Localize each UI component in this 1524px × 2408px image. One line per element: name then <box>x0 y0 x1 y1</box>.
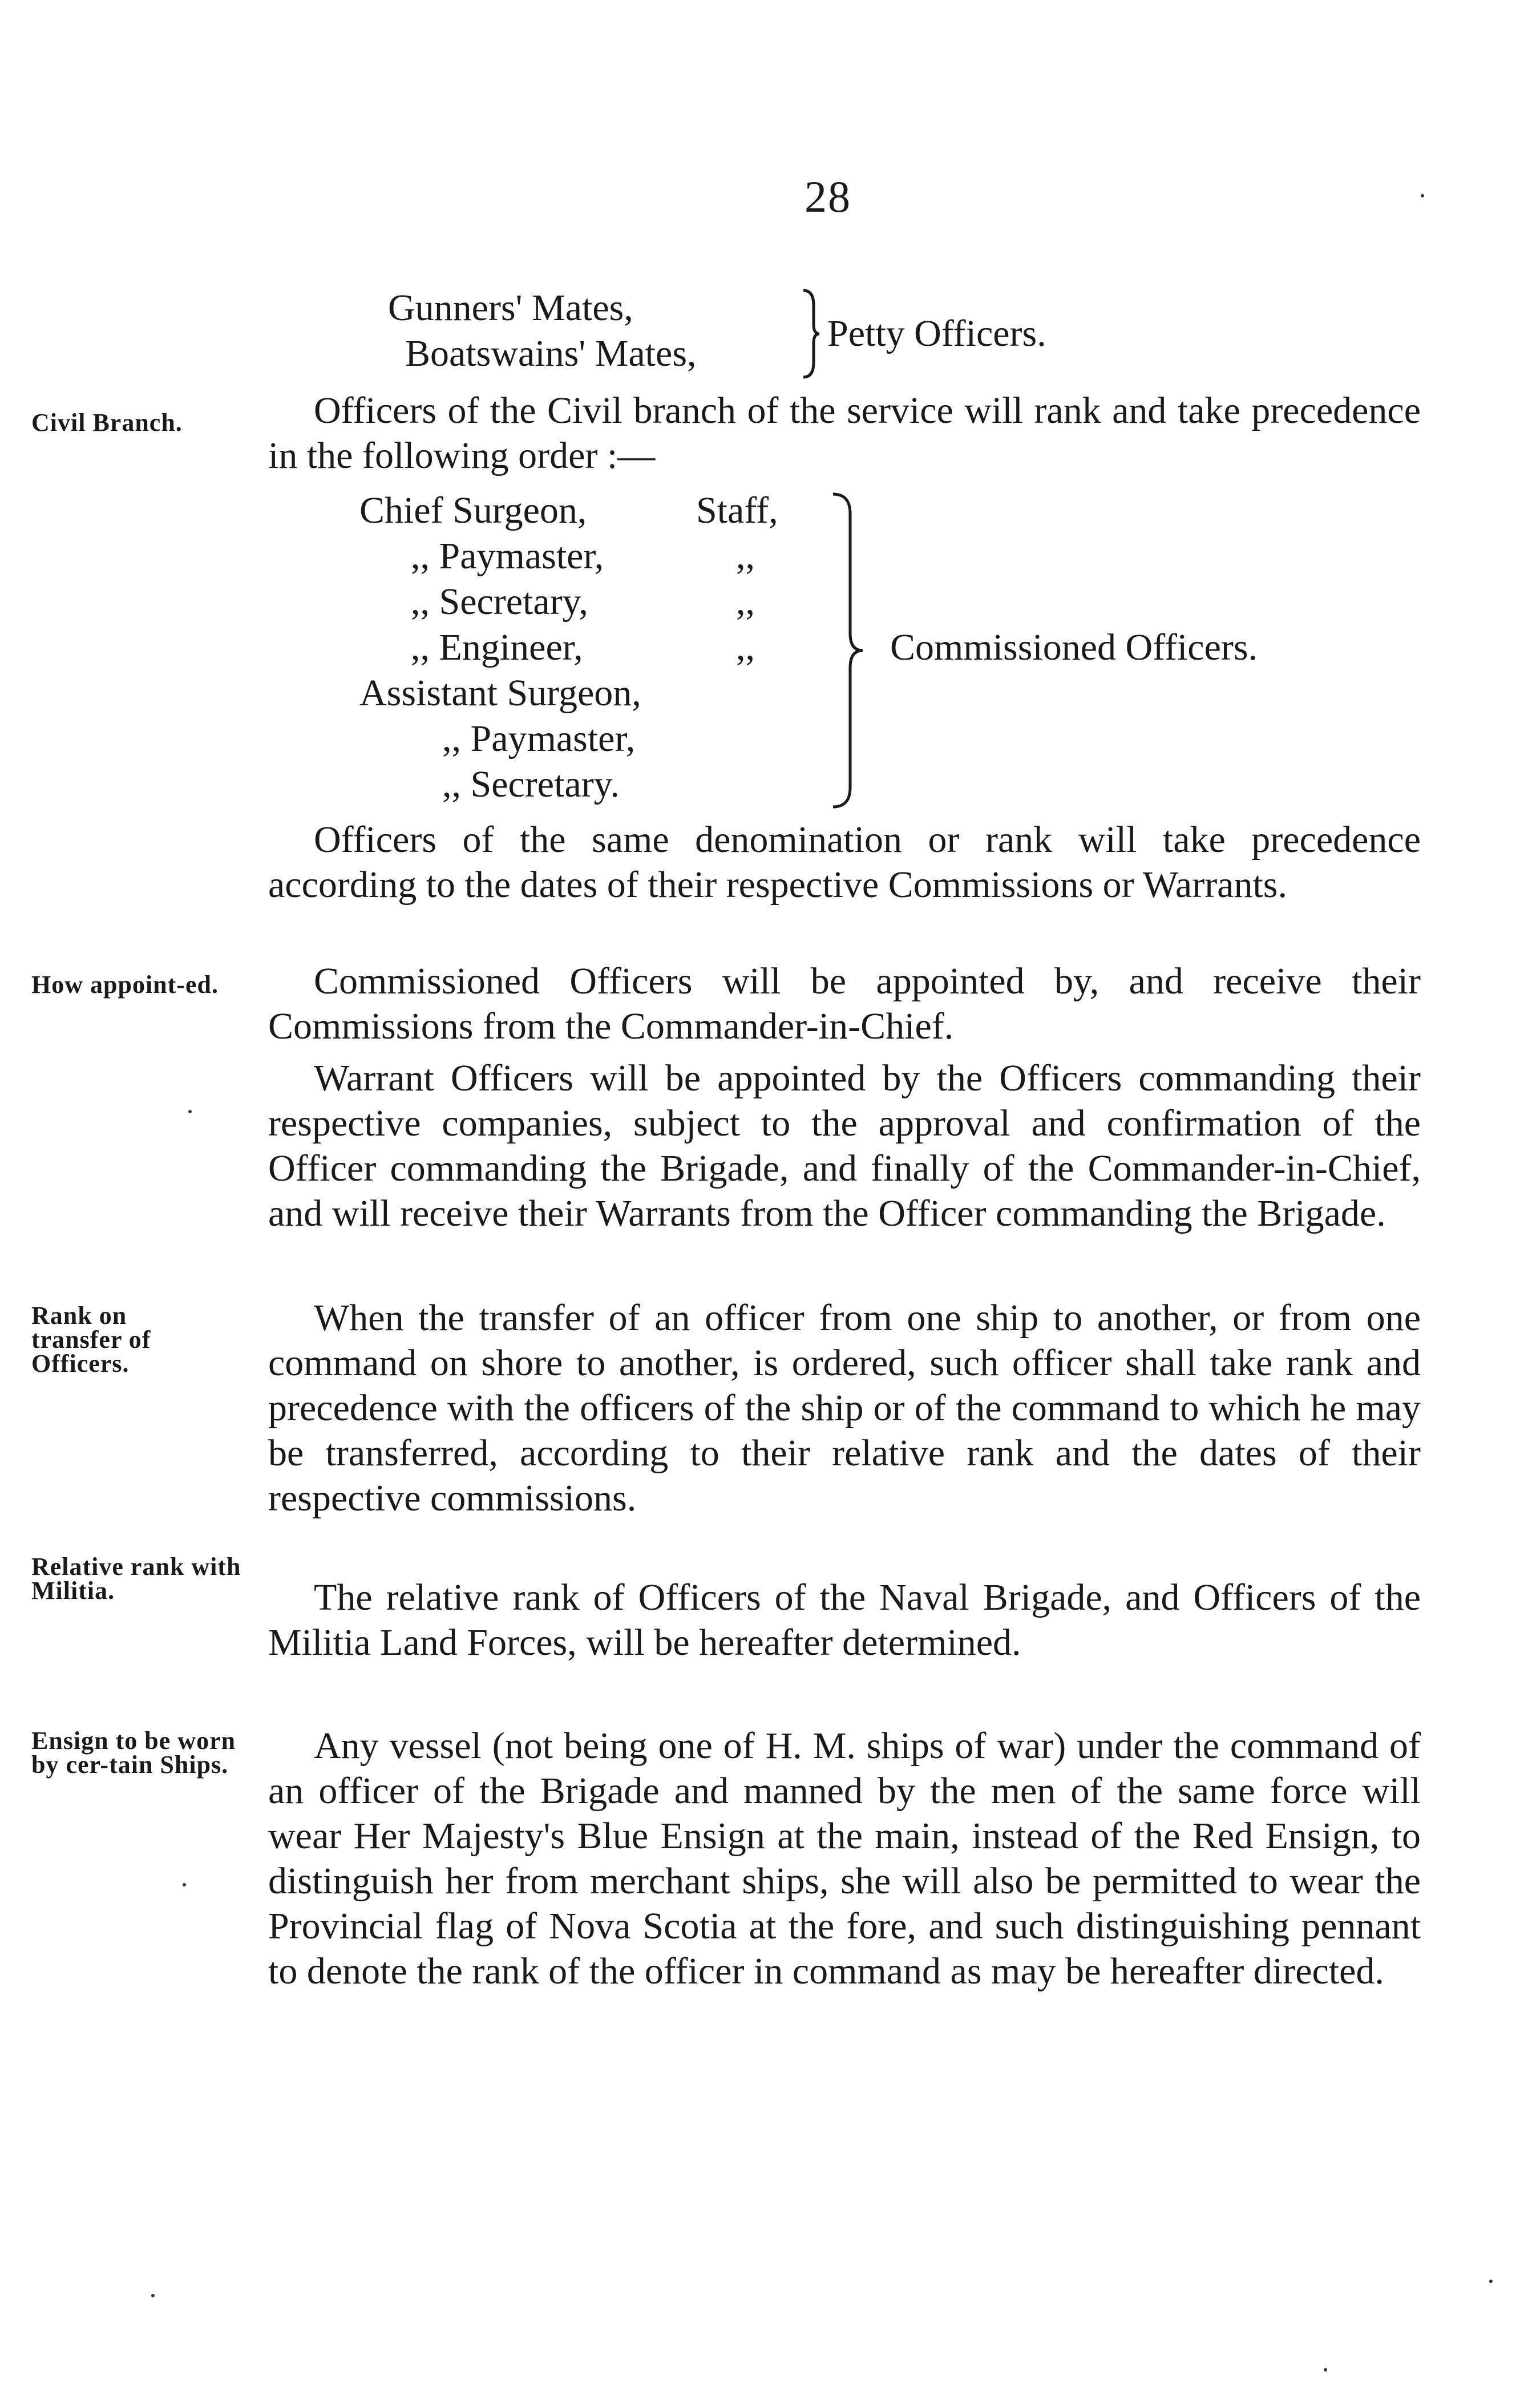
margin-note-relative-rank: Relative rank with Militia. <box>31 1553 241 1605</box>
civil-rank-3-title: ,, Secretary, <box>411 581 588 623</box>
same-denomination-text: Officers of the same denomination or rank will take precedence according to the dates of their respective Commissions or Warrants. <box>268 819 1421 906</box>
civil-rank-5-title: Assistant Surgeon, <box>359 672 641 714</box>
page-number: 28 <box>805 172 851 221</box>
transfer-block <box>268 1295 1421 1521</box>
print-speck <box>1421 194 1424 197</box>
civil-rank-6-title: ,, Paymaster, <box>442 718 636 759</box>
print-speck <box>1489 2280 1493 2283</box>
warrant-text: Warrant Officers will be appointed by the Officers commanding their respective companies, subject to the approval and confirmation of the Officer commanding the Brigade, and finally of the Commander-in-Chief, and will receive their Warrants from the Officer commanding the Brigade. <box>268 1057 1421 1234</box>
civil-branch-intro <box>268 388 1421 478</box>
civil-rank-3-suffix: ,, <box>736 581 755 623</box>
relative-rank-text: The relative rank of Officers of the Naval Brigade, and Officers of the Militia Land Forces, will be hereafter determined. <box>268 1577 1421 1663</box>
commissioned-block <box>268 959 1421 1049</box>
print-speck <box>188 1110 192 1113</box>
same-denomination-block <box>268 817 1421 907</box>
margin-note-civil-branch: Civil Branch. <box>31 409 183 437</box>
commissioned-brace <box>827 491 867 810</box>
civil-rank-4-title: ,, Engineer, <box>411 627 583 668</box>
civil-rank-7-title: ,, Secretary. <box>442 763 620 805</box>
print-speck <box>1324 2368 1327 2371</box>
print-speck <box>183 1883 186 1886</box>
margin-note-rank-on-transfer: Rank on transfer of Officers. <box>31 1302 151 1377</box>
civil-rank-2-title: ,, Paymaster, <box>411 535 604 577</box>
commissioned-officers-group: Commissioned Officers. <box>890 627 1258 668</box>
civil-rank-1-suffix: Staff, <box>696 490 778 531</box>
relative-rank-block <box>268 1575 1421 1665</box>
ensign-block <box>268 1723 1421 1994</box>
civil-rank-1-title: Chief Surgeon, <box>359 490 587 531</box>
transfer-text: When the transfer of an officer from one ship to another, or from one command on shore to another, is ordered, such officer shall take rank and precedence with the officers of the ship or of the command to which he may be transferred, according to their relative rank and the dates of their respective commissions. <box>268 1297 1421 1519</box>
civil-rank-2-suffix: ,, <box>736 535 755 577</box>
warrant-block <box>268 1056 1421 1236</box>
margin-note-ensign: Ensign to be worn by cer-tain Ships. <box>31 1727 236 1779</box>
petty-rank-1: Gunners' Mates, <box>388 287 633 329</box>
civil-branch-intro-text: Officers of the Civil branch of the service will rank and take precedence in the following order :— <box>268 390 1421 476</box>
petty-officers-group: Petty Officers. <box>827 313 1046 354</box>
civil-rank-4-suffix: ,, <box>736 627 755 668</box>
print-speck <box>151 2294 155 2297</box>
margin-note-how-appointed: How appoint-ed. <box>31 971 219 999</box>
petty-rank-2: Boatswains' Mates, <box>405 333 697 374</box>
ensign-text: Any vessel (not being one of H. M. ships of war) under the command of an officer of the Brigade and manned by the men of the same force will wear Her Majesty's Blue Ensign at the main, instead of the Red Ensign, to distinguish her from merchant ships, she will also be permitted to wear the Provincial flag of Nova Scotia at the fore, and such distinguishing pennant to denote the rank of the officer in command as may be hereafter directed. <box>268 1725 1421 1992</box>
petty-brace <box>799 288 822 379</box>
commissioned-text: Commissioned Officers will be appointed by, and receive their Commissions from the Commander-in-Chief. <box>268 960 1421 1047</box>
